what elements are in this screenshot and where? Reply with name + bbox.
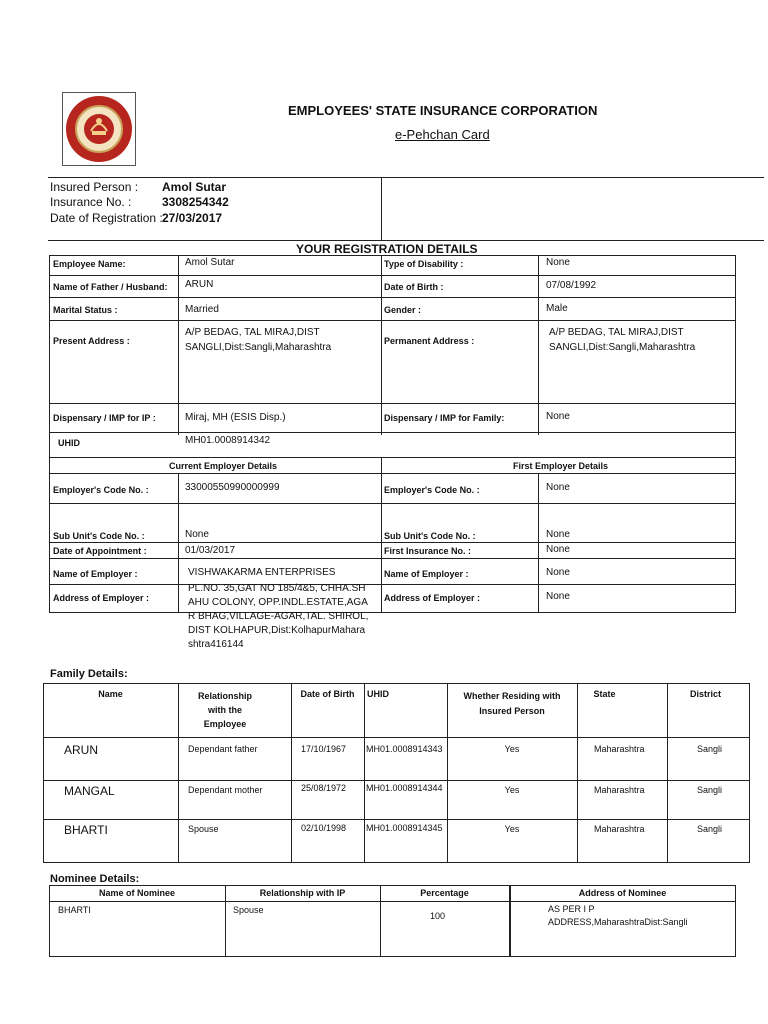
dispensary-ip-value: Miraj, MH (ESIS Disp.) bbox=[185, 412, 286, 423]
family-row-residing: Yes bbox=[504, 785, 520, 795]
fam-col-line bbox=[577, 683, 578, 863]
marital-value: Married bbox=[185, 304, 219, 315]
family-col-name: Name bbox=[98, 689, 123, 699]
family-row-dob: 17/10/1967 bbox=[301, 744, 347, 754]
dob-label: Date of Birth : bbox=[384, 282, 444, 292]
fam-col-line bbox=[178, 683, 179, 863]
insured-person-value: Amol Sutar bbox=[162, 180, 227, 194]
nominee-col-percentage: Percentage bbox=[420, 888, 469, 898]
employer-name-label: Name of Employer : bbox=[53, 569, 138, 579]
first-subunit-value: None bbox=[546, 529, 570, 540]
first-code-value: None bbox=[546, 482, 570, 493]
disability-value: None bbox=[546, 257, 570, 268]
family-col-state: State bbox=[593, 689, 616, 699]
reg-row-line bbox=[49, 403, 736, 404]
fam-col-line bbox=[291, 683, 292, 863]
esic-emblem-icon bbox=[63, 93, 135, 165]
current-employer-address-value: PL.NO. 35,GAT NO 185/4&5, CHHA.SHAHU COLONY, OPP.INDL.ESTATE,AGAR BHAG,VILLAGE-AGAR,TAL. SHIROL,DIST KOLHAPUR,Dist:KolhapurMaharashtra416144 bbox=[188, 583, 369, 650]
current-subunit-value: None bbox=[185, 529, 209, 540]
dispensary-ip-label: Dispensary / IMP for IP : bbox=[53, 413, 156, 423]
current-employer-name-value: VISHWAKARMA ENTERPRISES bbox=[188, 567, 336, 578]
employer-address-label: Address of Employer : bbox=[53, 593, 150, 603]
family-row-district: Sangli bbox=[697, 824, 723, 834]
father-label: Name of Father / Husband: bbox=[53, 282, 168, 292]
uhid-label: UHID bbox=[58, 438, 80, 448]
dispensary-family-label: Dispensary / IMP for Family: bbox=[384, 413, 505, 423]
first-employer-name-value: None bbox=[546, 567, 570, 578]
appointment-label: Date of Appointment : bbox=[53, 546, 147, 556]
current-code-value: 33000550990000999 bbox=[185, 482, 280, 493]
family-row-uhid: MH01.0008914343 bbox=[366, 744, 443, 754]
nominee-row-relationship: Spouse bbox=[233, 905, 264, 915]
father-value: ARUN bbox=[185, 279, 214, 290]
family-row-relationship: Dependant father bbox=[188, 744, 258, 754]
page-title: EMPLOYEES' STATE INSURANCE CORPORATION bbox=[288, 103, 598, 118]
gender-value: Male bbox=[546, 303, 568, 314]
family-row-name: MANGAL bbox=[64, 784, 115, 798]
family-table bbox=[43, 683, 750, 863]
registration-date-value: 27/03/2017 bbox=[162, 211, 223, 225]
first-insurance-value: None bbox=[546, 544, 570, 555]
family-row-relationship: Dependant mother bbox=[188, 785, 263, 795]
reg-col-line bbox=[538, 255, 539, 435]
permanent-address-value: A/P BEDAG, TAL MIRAJ,DIST SANGLI,Dist:Sangli,Maharashtra bbox=[549, 327, 696, 353]
employee-name-value: Amol Sutar bbox=[185, 257, 235, 268]
emp-row-line bbox=[49, 584, 736, 585]
emp-col-line bbox=[538, 473, 539, 613]
emp-row-line bbox=[49, 473, 736, 474]
family-row-uhid: MH01.0008914344 bbox=[366, 783, 443, 793]
marital-label: Marital Status : bbox=[53, 305, 118, 315]
insured-person-label: Insured Person : bbox=[50, 180, 139, 194]
first-code-label: Employer's Code No. : bbox=[384, 485, 480, 495]
first-employer-name-label: Name of Employer : bbox=[384, 569, 469, 579]
reg-row-line bbox=[49, 432, 736, 433]
nominee-row-name: BHARTI bbox=[58, 905, 91, 915]
family-row-dob: 25/08/1972 bbox=[301, 783, 347, 793]
family-row-district: Sangli bbox=[697, 785, 723, 795]
family-row-residing: Yes bbox=[504, 744, 520, 754]
family-row-uhid: MH01.0008914345 bbox=[366, 823, 443, 833]
first-subunit-label: Sub Unit's Code No. : bbox=[384, 531, 476, 541]
permanent-address-label: Permanent Address : bbox=[384, 336, 475, 346]
employee-name-label: Employee Name: bbox=[53, 259, 126, 269]
emp-row-line bbox=[49, 558, 736, 559]
family-heading: Family Details: bbox=[50, 668, 128, 680]
family-row-state: Maharashtra bbox=[594, 744, 645, 754]
fam-row-line bbox=[43, 780, 750, 781]
first-employer-address-value: None bbox=[546, 591, 570, 602]
nominee-col-relationship: Relationship with IP bbox=[259, 888, 346, 898]
family-row-state: Maharashtra bbox=[594, 824, 645, 834]
emp-col-line bbox=[381, 457, 382, 613]
reg-row-line bbox=[49, 275, 736, 276]
family-col-relationship: Relationship with the Employee bbox=[197, 691, 252, 729]
fam-row-line bbox=[43, 737, 750, 738]
nominee-heading: Nominee Details: bbox=[50, 873, 140, 885]
fam-col-line bbox=[667, 683, 668, 863]
nominee-col-name: Name of Nominee bbox=[98, 888, 176, 898]
current-employer-heading: Current Employer Details bbox=[169, 461, 278, 471]
nominee-row-address: AS PER I P ADDRESS,MaharashtraDist:Sangli bbox=[548, 904, 688, 927]
family-row-state: Maharashtra bbox=[594, 785, 645, 795]
family-row-relationship: Spouse bbox=[188, 824, 219, 834]
fam-col-line bbox=[364, 683, 365, 863]
appointment-value: 01/03/2017 bbox=[185, 545, 236, 556]
reg-col-line bbox=[178, 255, 179, 435]
disability-label: Type of Disability : bbox=[384, 259, 464, 269]
first-employer-heading: First Employer Details bbox=[513, 461, 609, 471]
family-row-dob: 02/10/1998 bbox=[301, 823, 347, 833]
page-subtitle: e-Pehchan Card bbox=[395, 127, 490, 142]
insurance-no-label: Insurance No. : bbox=[50, 195, 132, 209]
present-address-label: Present Address : bbox=[53, 336, 130, 346]
family-col-dob: Date of Birth bbox=[300, 689, 355, 699]
uhid-value: MH01.0008914342 bbox=[185, 435, 271, 446]
emp-col-line bbox=[178, 473, 179, 613]
employer-code-label: Employer's Code No. : bbox=[53, 485, 149, 495]
family-row-name: BHARTI bbox=[64, 823, 108, 837]
gender-label: Gender : bbox=[384, 305, 422, 315]
fam-row-line bbox=[43, 819, 750, 820]
insurance-no-value: 3308254342 bbox=[162, 195, 229, 209]
family-col-uhid: UHID bbox=[367, 689, 389, 699]
reg-row-line bbox=[49, 320, 736, 321]
nominee-col-address: Address of Nominee bbox=[578, 888, 667, 898]
registration-heading: YOUR REGISTRATION DETAILS bbox=[296, 242, 478, 256]
emp-row-line bbox=[49, 503, 736, 504]
summary-divider bbox=[381, 177, 382, 240]
dispensary-family-value: None bbox=[546, 411, 570, 422]
fam-col-line bbox=[447, 683, 448, 863]
summary-top-divider bbox=[48, 177, 764, 178]
first-insurance-label: First Insurance No. : bbox=[384, 546, 472, 556]
nominee-row-percentage: 100 bbox=[429, 911, 446, 921]
family-col-district: District bbox=[689, 689, 721, 699]
nom-row-line bbox=[49, 901, 736, 902]
reg-col-line bbox=[381, 255, 382, 435]
family-col-residing: Whether Residing with Insured Person bbox=[463, 691, 561, 716]
family-row-district: Sangli bbox=[697, 744, 723, 754]
registration-date-label: Date of Registration : bbox=[50, 211, 163, 225]
reg-row-line bbox=[49, 297, 736, 298]
present-address-value: A/P BEDAG, TAL MIRAJ,DIST SANGLI,Dist:Sangli,Maharashtra bbox=[185, 327, 332, 353]
summary-bottom-divider bbox=[48, 240, 764, 241]
dob-value: 07/08/1992 bbox=[546, 280, 597, 291]
subunit-label: Sub Unit's Code No. : bbox=[53, 531, 145, 541]
first-employer-address-label: Address of Employer : bbox=[384, 593, 481, 603]
emp-row-line bbox=[49, 542, 736, 543]
family-row-residing: Yes bbox=[504, 824, 520, 834]
family-row-name: ARUN bbox=[64, 743, 99, 757]
esic-logo bbox=[62, 92, 136, 166]
